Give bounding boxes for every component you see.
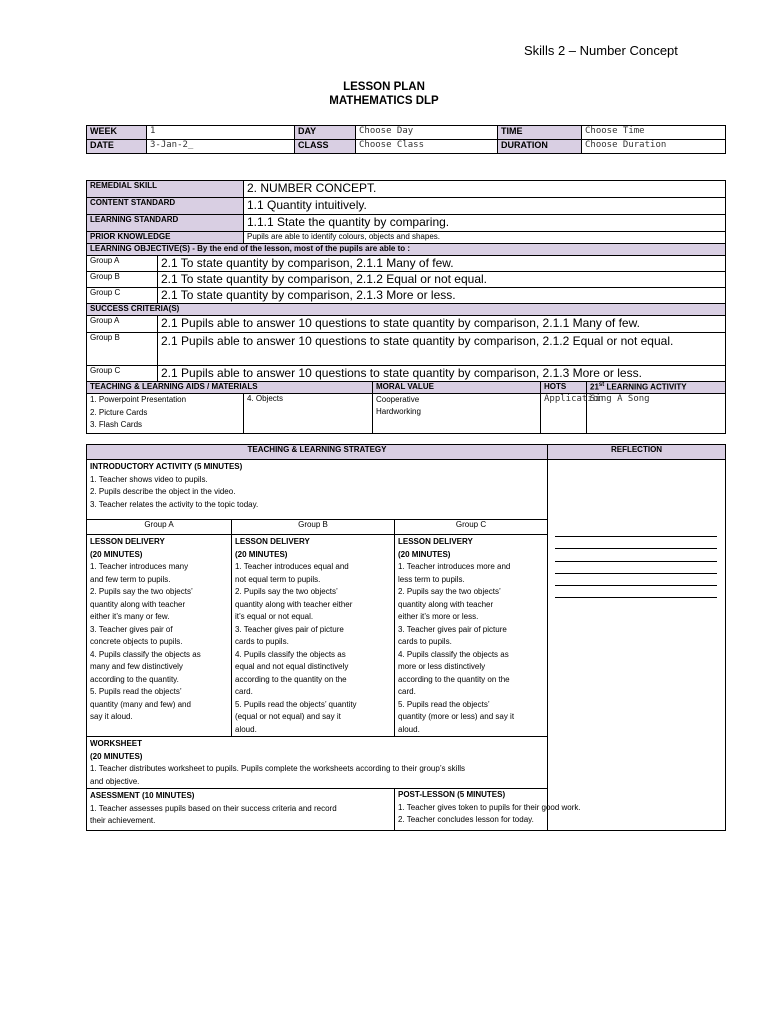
reflection-line [555,548,717,549]
success-criteria-header: SUCCESS CRITERIA(S) [87,304,726,316]
hots-dropdown[interactable]: Application [541,394,587,434]
delivery-line: according to the quantity on the [398,674,510,684]
delivery-duration: (20 MINUTES) [90,549,143,559]
duration-label: DURATION [498,140,582,154]
delivery-title: LESSON DELIVERY [398,537,473,546]
reflection-line [555,597,717,598]
objective-group-b-text[interactable]: 2.1 To state quantity by comparison, 2.1.2 Equal or not equal. [158,272,726,288]
day-dropdown[interactable]: Choose Day [356,126,498,140]
date-label: DATE [87,140,147,154]
delivery-line: according to the quantity on the [235,674,347,684]
aid-item: 1. Powerpoint Presentation [90,395,187,404]
remedial-skill-value[interactable]: 2. NUMBER CONCEPT. [244,181,726,198]
prior-knowledge-label: PRIOR KNOWLEDGE [87,232,244,244]
worksheet-duration: (20 MINUTES) [90,751,143,761]
delivery-line: 1. Teacher introduces many [90,562,189,571]
class-label: CLASS [295,140,356,154]
delivery-duration: (20 MINUTES) [235,549,288,559]
delivery-line: cards to pupils. [235,637,289,646]
group-a-header: Group A [87,520,232,535]
delivery-line: 5. Pupils read the objects’ [398,699,490,709]
learning-objectives-header: LEARNING OBJECTIVE(S) - By the end of the lesson, most of the pupils are able to : [87,244,726,256]
moral-value-item: Cooperative [376,395,420,404]
success-group-b-text[interactable]: 2.1 Pupils able to answer 10 questions to state quantity by comparison, 2.1.2 Equal or not equal. [158,333,726,366]
learning-standard-label: LEARNING STANDARD [87,215,244,232]
duration-dropdown[interactable]: Choose Duration [582,140,726,154]
reflection-line [555,561,717,562]
delivery-line: concrete objects to pupils. [90,637,183,646]
delivery-line: 4. Pupils classify the objects as [235,649,346,659]
delivery-line: (equal or not equal) and say it [235,712,341,721]
reflection-line [555,573,717,574]
delivery-line: card. [235,687,253,696]
group-b-header: Group B [232,520,395,535]
introductory-title: INTRODUCTORY ACTIVITY (5 MINUTES) [90,462,243,471]
delivery-line: 3. Teacher gives pair of picture [235,624,344,634]
success-group-a-label: Group A [87,316,158,333]
date-field[interactable]: 3-Jan-2̲ [147,140,295,154]
delivery-line: 5. Pupils read the objects’ [90,687,182,696]
delivery-line: quantity along with teacher either [235,599,353,609]
delivery-title: LESSON DELIVERY [235,537,310,546]
week-field[interactable]: 1 [147,126,295,140]
success-group-a-text[interactable]: 2.1 Pupils able to answer 10 questions to state quantity by comparison, 2.1.1 Many of few. [158,316,726,333]
post-lesson-line: 2. Teacher concludes lesson for today. [398,815,534,824]
assessment-line: their achievement. [90,816,156,825]
aid-item: 3. Flash Cards [90,420,143,429]
worksheet-title: WORKSHEET [90,739,142,748]
info-table [86,125,726,154]
reflection-cell[interactable] [548,460,726,831]
delivery-line: card. [398,687,416,696]
delivery-line: quantity along with teacher [90,599,186,609]
aids-list-2[interactable] [244,394,373,434]
delivery-line: 3. Teacher gives pair of picture [398,624,507,634]
delivery-line: 1. Teacher introduces equal and [235,562,349,571]
plan-table [86,180,726,434]
objective-group-a-label: Group A [87,256,158,272]
aid-item: 4. Objects [247,394,284,403]
delivery-line: more or less distinctively [398,662,486,671]
delivery-line: quantity along with teacher [398,599,494,609]
group-b-delivery[interactable] [232,535,395,737]
introductory-activity[interactable] [87,460,548,520]
post-lesson-line: 1. Teacher gives token to pupils for their good work. [398,802,581,812]
delivery-line: equal and not equal distinctively [235,662,349,671]
learning-activity-header [587,382,726,394]
activity-header-text: LEARNING ACTIVITY [604,382,687,392]
aids-list-1[interactable] [87,394,244,434]
worksheet-line: and objective. [90,776,140,786]
worksheet-activity[interactable] [87,737,548,789]
assessment-line: 1. Teacher assesses pupils based on their success criteria and record [90,803,337,813]
hots-header: HOTS [541,382,587,394]
worksheet-line: 1. Teacher distributes worksheet to pupils. Pupils complete the worksheets according to their group’s skills [90,764,466,773]
aid-item: 2. Picture Cards [90,407,148,417]
activity-header-number: 21 [590,382,599,392]
objective-group-b-label: Group B [87,272,158,288]
post-lesson-activity[interactable] [395,789,726,831]
assessment-title: ASESSMENT (10 MINUTES) [90,791,195,800]
moral-value-cell[interactable] [373,394,541,434]
group-c-delivery[interactable] [395,535,548,737]
aids-header: TEACHING & LEARNING AIDS / MATERIALS [87,382,373,394]
reflection-header: REFLECTION [548,445,726,460]
delivery-line: 4. Pupils classify the objects as [398,649,509,659]
title-line-1: LESSON PLAN [343,81,425,93]
objective-group-c-text[interactable]: 2.1 To state quantity by comparison, 2.1.3 More or less. [158,288,726,304]
intro-step: 3. Teacher relates the activity to the topic today. [90,499,259,509]
group-a-delivery[interactable] [87,535,232,737]
delivery-title: LESSON DELIVERY [90,537,165,546]
success-group-c-text[interactable]: 2.1 Pupils able to answer 10 questions to state quantity by comparison, 2.1.3 More or less. [158,366,726,382]
strategy-header: TEACHING & LEARNING STRATEGY [87,445,548,460]
skill-title: Skills 2 – Number Concept [524,43,678,58]
objective-group-a-text[interactable]: 2.1 To state quantity by comparison, 2.1.1 Many of few. [158,256,726,272]
content-standard-value[interactable]: 1.1 Quantity intuitively. [244,198,726,215]
content-standard-label: CONTENT STANDARD [87,198,244,215]
delivery-line: quantity (more or less) and say it [398,712,515,721]
delivery-line: 3. Teacher gives pair of [90,624,173,634]
delivery-line: either it’s many or few. [90,612,170,621]
title-line-2: MATHEMATICS DLP [329,95,439,107]
delivery-line: 2. Pupils say the two objects’ [398,587,501,596]
assessment-activity[interactable] [87,789,395,831]
week-label: WEEK [87,126,147,140]
delivery-line: according to the quantity. [90,674,179,684]
intro-step: 2. Pupils describe the object in the video. [90,487,236,496]
moral-value-item: Hardworking [376,407,421,416]
delivery-line: it’s equal or not equal. [235,612,314,621]
delivery-line: aloud. [235,724,257,734]
delivery-line: 1. Teacher introduces more and [398,562,511,571]
delivery-line: cards to pupils. [398,637,452,646]
reflection-line [555,536,717,537]
delivery-line: either it’s more or less. [398,612,479,621]
delivery-line: 5. Pupils read the objects’ quantity [235,699,357,709]
time-dropdown[interactable]: Choose Time [582,126,726,140]
delivery-line: quantity (many and few) and [90,699,191,709]
delivery-line: say it aloud. [90,712,133,721]
delivery-line: not equal term to pupils. [235,574,321,584]
reflection-line [555,585,717,586]
strategy-table [86,444,726,831]
prior-knowledge-value[interactable]: Pupils are able to identify colours, objects and shapes. [244,232,726,244]
delivery-line: and few term to pupils. [90,574,171,584]
delivery-line: many and few distinctively [90,662,183,671]
intro-step: 1. Teacher shows video to pupils. [90,474,208,484]
remedial-skill-label: REMEDIAL SKILL [87,181,244,198]
delivery-duration: (20 MINUTES) [398,549,451,559]
delivery-line: aloud. [398,724,420,734]
moral-value-header: MORAL VALUE [373,382,541,394]
time-label: TIME [498,126,582,140]
post-lesson-title: POST-LESSON (5 MINUTES) [398,790,506,799]
objective-group-c-label: Group C [87,288,158,304]
class-dropdown[interactable]: Choose Class [356,140,498,154]
day-label: DAY [295,126,356,140]
success-group-c-label: Group C [87,366,158,382]
activity-header-sup: st [598,382,605,388]
delivery-line: 4. Pupils classify the objects as [90,649,201,659]
document-title [0,80,768,108]
success-group-b-label: Group B [87,333,158,366]
group-c-header: Group C [395,520,548,535]
delivery-line: 2. Pupils say the two objects’ [235,587,338,596]
learning-standard-value[interactable]: 1.1.1 State the quantity by comparing. [244,215,726,232]
learning-activity-dropdown[interactable]: Sing A Song [587,394,726,434]
delivery-line: 2. Pupils say the two objects’ [90,587,193,596]
delivery-line: less term to pupils. [398,574,465,584]
